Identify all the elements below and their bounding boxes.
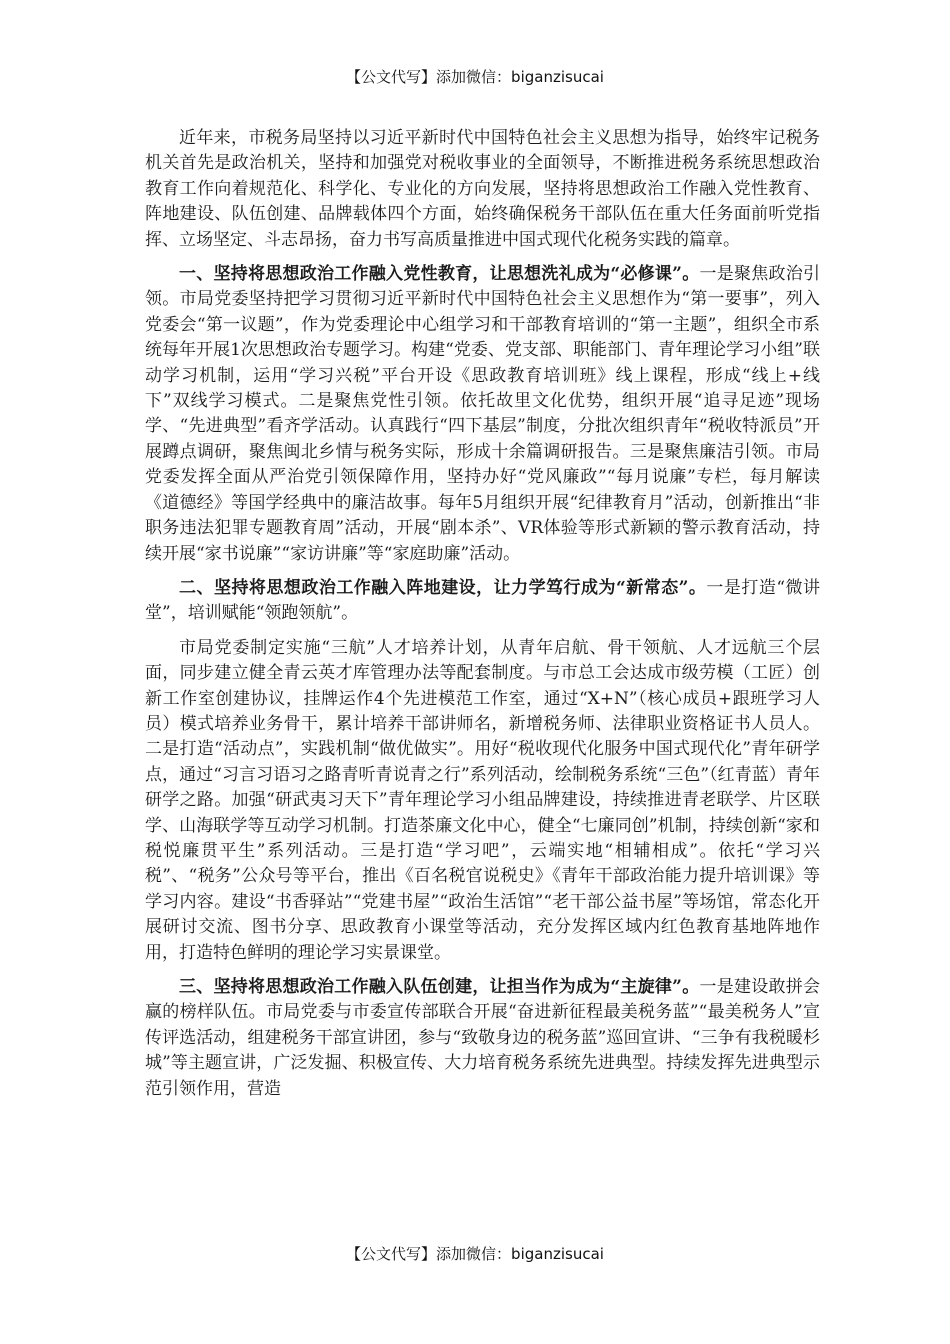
paragraph-text: 近年来，市税务局坚持以习近平新时代中国特色社会主义思想为指导，始终牢记税务机关首先是政治机关，坚持和加强党对税收事业的全面领导，不断推进税务系统思想政治教育工作向着规范化、科学化、专业化的方向发展，坚持将思想政治工作融入党性教育、阵地建设、队伍创建、品牌载体四个方面，始终确保税务干部队伍在重大任务面前听党指挥、立场坚定、斗志昂扬，奋力书写高质量推进中国式现代化税务实践的篇章。 (145, 128, 820, 250)
section-two-paragraph (145, 576, 820, 627)
paragraph-text: 一是打造“微讲堂”，培训赋能“领跑领航”。 (145, 577, 820, 624)
page-footer: 【公文代写】添加微信：biganzisucai (346, 1245, 604, 1263)
page-header: 【公文代写】添加微信：biganzisucai (346, 68, 604, 86)
section-one-paragraph (145, 262, 820, 567)
section-three-paragraph (145, 975, 820, 1102)
paragraph-text: 市局党委制定实施“三航”人才培养计划，从青年启航、骨干领航、人才远航三个层面，同步建立健全青云英才库管理办法等配套制度。与市总工会达成市级劳模（工匠）创新工作室创建协议，挂牌运作4个先进模范工作室，通过“X+N”（核心成员+跟班学习人员）模式培养业务骨干，累计培养干部讲师名，新增税务师、法律职业资格证书人员人。二是打造“活动点”，实践机制“做优做实”。用好“税收现代化服务中国式现代化”青年研学点，通过“习言习语习之路青听青说青之行”系列活动，绘制税务系统“三色”（红青蓝）青年研学之路。加强“研武夷习天下”青年理论学习小组品牌建设，持续推进青老联学、片区联学、山海联学等互动学习机制。打造茶廉文化中心，健全“七廉同创”机制，持续创新“家和税悦廉贯平生”系列活动。三是打造“学习吧”，云端实地“相辅相成”。依托“学习兴税”、“税务”公众号等平台，推出《百名税官说税史》《青年干部政治能力提升培训课》等学习内容。建设“书香驿站”“党建书屋”“政治生活馆”“老干部公益书屋”等场馆，常态化开展研讨交流、图书分享、思政教育小课堂等活动，充分发挥区域内红色教育基地阵地作用，打造特色鲜明的理论学习实景课堂。 (145, 637, 820, 963)
paragraph-text: 一是建设敢拼会赢的榜样队伍。市局党委与市委宣传部联合开展“奋进新征程最美税务蓝”“最美税务人”宣传评选活动，组建税务干部宣讲团，参与“致敬身边的税务蓝”巡回宣讲、“三争有我税暖杉城”等主题宣讲，广泛发掘、积极宣传、大力培育税务系统先进典型。持续发挥先进典型示范引领作用，营造 (145, 977, 820, 1099)
section-heading: 三、坚持将思想政治工作融入队伍创建，让担当作为成为“主旋律”。 (179, 977, 700, 997)
section-heading: 一、坚持将思想政治工作融入党性教育，让思想洗礼成为“必修课”。 (179, 264, 700, 285)
section-heading: 二、坚持将思想政治工作融入阵地建设，让力学笃行成为“新常态”。 (179, 577, 707, 598)
section-two-body-paragraph (145, 636, 820, 966)
paragraph-text: 一是聚焦政治引领。市局党委坚持把学习贯彻习近平新时代中国特色社会主义思想作为“第一要事”，列入党委会“第一议题”，作为党委理论中心组学习和干部教育培训的“第一主题”，组织全市系统每年开展1次思想政治专题学习。构建“党委、党支部、职能部门、青年理论学习小组”联动学习机制，运用“学习兴税”平台开设《思政教育培训班》线上课程，形成“线上+线下”双线学习模式。二是聚焦党性引领。依托故里文化优势，组织开展“追寻足迹”现场学、“先进典型”看齐学活动。认真践行“四下基层”制度，分批次组织青年“税收特派员”开展蹲点调研，聚焦闽北乡情与税务实际，形成十余篇调研报告。三是聚焦廉洁引领。市局党委发挥全面从严治党引领保障作用，坚持办好“党风廉政”“每月说廉”专栏，每月解读《道德经》等国学经典中的廉洁故事。每年5月组织开展“纪律教育月”活动，创新推出“非职务违法犯罪专题教育周”活动，开展“剧本杀”、VR体验等形式新颖的警示教育活动，持续开展“家书说廉”“家访讲廉”等“家庭助廉”活动。 (145, 264, 820, 564)
document-body (145, 126, 820, 1111)
intro-paragraph (145, 126, 820, 253)
